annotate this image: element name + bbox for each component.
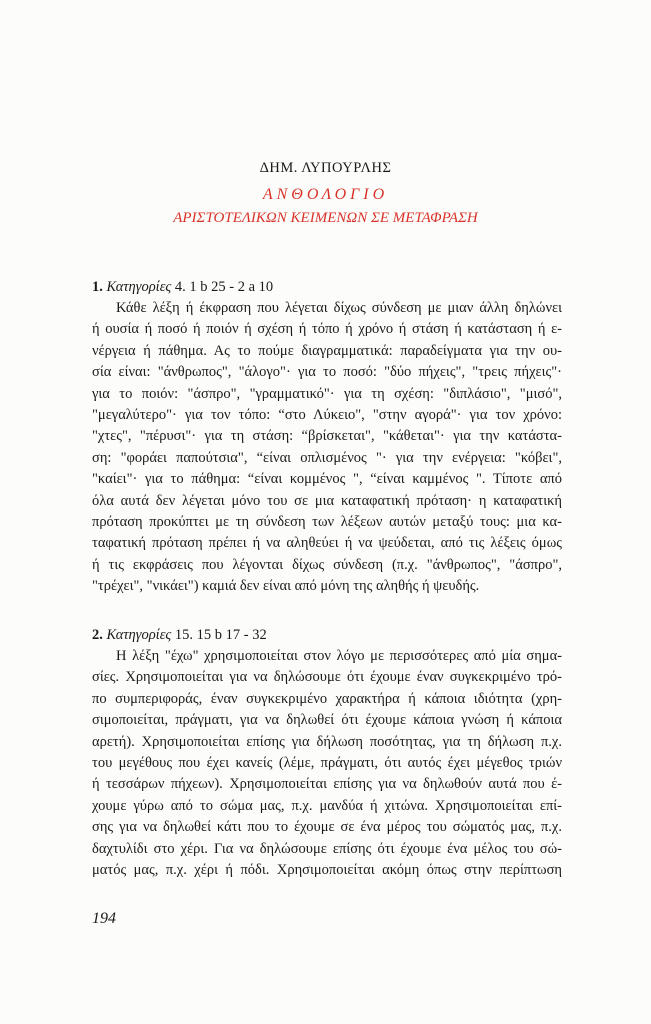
- text-line: ή τις εκφράσεις που λέγονται δίχως σύνδεση (π.χ. "άνθρωπος", "άσπρο",: [92, 556, 562, 573]
- author-name: ΔΗΜ. ΛΥΠΟΥΡΛΗΣ: [259, 160, 392, 176]
- text-line: Η λέξη "έχω" χρησιμοποιείται στον λόγο με περισσότερες από μία σημα-: [116, 648, 562, 664]
- section-reference: 4. 1 b 25 - 2 a 10: [171, 279, 274, 295]
- section-heading: [92, 276, 562, 298]
- text-line: του μεγέθους που έχει κανείς (λέμε, πράγματι, ότι αυτός έχει μέγεθος τριών: [92, 754, 562, 771]
- section-1: [92, 276, 562, 597]
- text-line: αρετή). Χρησιμοποιείται επίσης για δήλωση ποσότητας, για τη δήλωση π.χ.: [92, 733, 562, 750]
- section-number: 1.: [92, 279, 103, 295]
- text-line: σίες. Χρησιμοποιείται για να δηλώσουμε ότι έχουμε έναν συγκεκριμένο τρό-: [92, 669, 562, 686]
- text-line: όλα αυτά δεν λέγεται μόνο του σε μια καταφατική πρόταση· η καταφατική: [92, 492, 562, 509]
- text-line: δαχτυλίδι στο χέρι. Για να δηλώσουμε επίσης ότι έχουμε ένα μέλος του σώ-: [92, 840, 562, 857]
- section-work-title: Κατηγορίες: [106, 627, 172, 643]
- text-line: "τρέχει", "νικάει") καμιά δεν είναι από μόνη της αληθής ή ψευδής.: [92, 578, 480, 595]
- anthology-subtitle: ΑΡΙΣΤΟΤΕΛΙΚΩΝ ΚΕΙΜΕΝΩΝ ΣΕ ΜΕΤΑΦΡΑΣΗ: [173, 210, 478, 226]
- page-number: 194: [92, 910, 116, 927]
- text-line: ση: "φοράει παπούτσια", “είναι οπλισμένος "· για την ενέργεια: "κόβει",: [92, 449, 562, 466]
- text-line: σία είναι: "άνθρωπος", "άλογο"· για το ποσό: "δύο πήχεις", "τρεις πήχεις"·: [92, 364, 562, 381]
- section-work-title: Κατηγορίες: [106, 279, 172, 295]
- text-line: σιμοποιείται, πράγματι, για να δηλωθεί ότι έχουμε κάποια γνώση ή κάποια: [92, 712, 562, 729]
- text-line: ή ουσία ή ποσό ή ποιόν ή σχέση ή τόπο ή χρόνο ή στάση ή κατάσταση ή ε-: [92, 321, 562, 338]
- text-line: πο συμπεριφοράς, έναν συγκεκριμένο χαρακτήρα ή κάποια ιδιότητα (χρη-: [92, 690, 562, 707]
- anthology-title: ΑΝΘΟΛΟΓΙΟ: [262, 186, 389, 203]
- text-line: ή τεσσάρων πήχεων). Χρησιμοποιείται επίσης για να δηλωθούν αυτά που έ-: [92, 776, 562, 793]
- text-line: "μεγαλύτερο"· για τον τόπο: “στο Λύκειο", "στην αγορά"· για τον χρόνο:: [92, 406, 562, 423]
- text-line: σης για να δηλωθεί κάτι που το έχουμε σε ένα μέρος του σώματός μας, π.χ.: [92, 819, 562, 836]
- section-2: [92, 624, 562, 881]
- text-line: "χτες", "πέρυσι"· για τη στάση: “βρίσκεται", "κάθεται"· για την κατάστα-: [92, 428, 562, 445]
- text-line: χουμε γύρω από το σώμα μας, π.χ. μανδύα ή χιτώνα. Χρησιμοποιείται επί-: [92, 797, 562, 814]
- text-line: Κάθε λέξη ή έκφραση που λέγεται δίχως σύνδεση με μιαν άλλη δηλώνει: [116, 300, 562, 316]
- text-line: "καίει"· για το πάθημα: “είναι κομμένος ", “είναι καμμένος ". Τίποτε από: [92, 471, 562, 488]
- section-reference: 15. 15 b 17 - 32: [171, 627, 267, 643]
- text-line: ταφατική πρόταση πρέπει ή να αληθεύει ή να ψεύδεται, από τις λέξεις όμως: [92, 535, 562, 552]
- text-line: για το ποιόν: "άσπρο", "γραμματικό"· για τη σχέση: "διπλάσιο", "μισό",: [92, 385, 562, 402]
- section-heading: [92, 624, 562, 646]
- text-line: πρόταση προκύπτει με τη σύνδεση των λέξεων αυτών μεταξύ τους: μια κα-: [92, 513, 562, 530]
- text-line: ματός μας, π.χ. χέρι ή πόδι. Χρησιμοποιείται ακόμη όπως στην περίπτωση: [92, 861, 562, 878]
- section-number: 2.: [92, 627, 103, 643]
- text-line: νέργεια ή πάθημα. Ας το πούμε διαγραμματικά: παραδείγματα για την ου-: [92, 342, 562, 359]
